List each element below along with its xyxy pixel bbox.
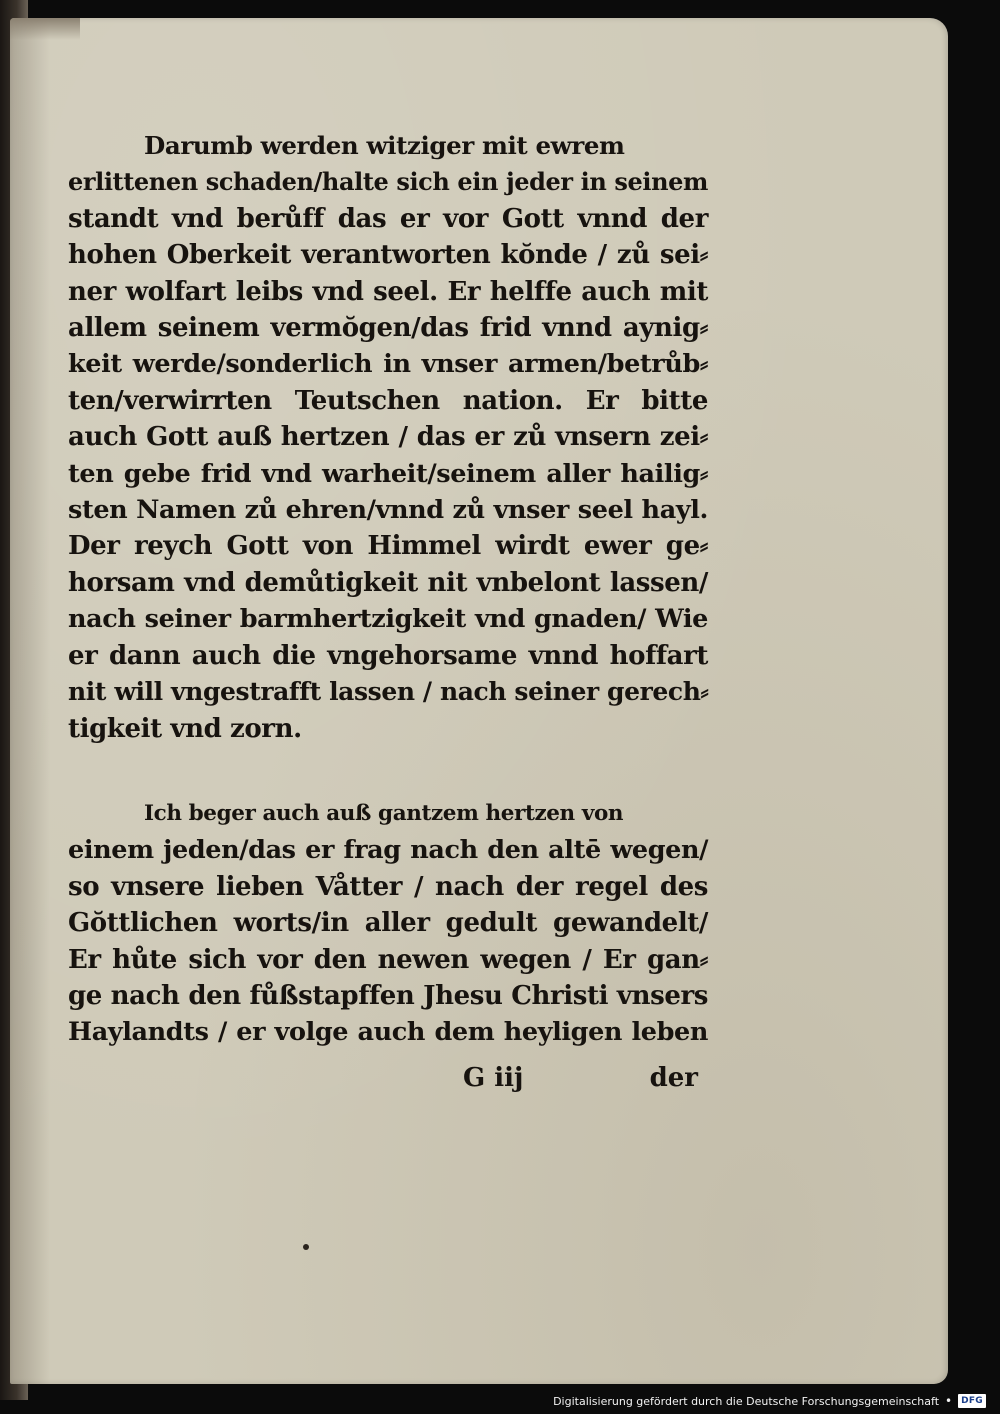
signature-mark: G iij [463, 1063, 524, 1093]
paragraph-2 [68, 796, 708, 1051]
text-line: keit werde/sonderlich in vnser armen/betrůb⸗ [68, 349, 708, 380]
text-line: horsam vnd demůtigkeit nit vnbelont lassen/ [68, 567, 708, 598]
text-line: nach seiner barmhertzigkeit vnd gnaden/ Wie [68, 604, 708, 635]
digitization-footer [553, 1392, 986, 1410]
text-line: sten Namen zů ehren/vnnd zů vnser seel hayl. [68, 495, 708, 526]
text-line: Der reych Gott von Himmel wirdt ewer ge⸗ [68, 531, 708, 562]
text-line: ten/verwirrten Teutschen nation. Er bitte [68, 385, 708, 416]
text-line: Er hůte sich vor den newen wegen / Er gan⸗ [68, 944, 708, 975]
text-line: erlittenen schaden/halte sich ein jeder in seinem [68, 167, 708, 197]
text-line: tigkeit vnd zorn. [68, 713, 302, 744]
ink-speck [303, 1244, 309, 1250]
text-line: Ich beger auch auß gantzem hertzen von [144, 801, 624, 826]
text-line: Haylandts / er volge auch dem heyligen leben [68, 1017, 708, 1048]
text-line: auch Gott auß hertzen / das er zů vnsern zei⸗ [68, 422, 708, 453]
text-line: allem seinem vermŏgen/das frid vnnd aynig⸗ [68, 313, 708, 344]
text-line: Darumb werden witziger mit ewrem [144, 131, 625, 160]
text-line: nit will vngestrafft lassen / nach seiner gerech⸗ [68, 677, 709, 707]
text-line: er dann auch die vngehorsame vnnd hoffart [68, 640, 708, 671]
catchword: der [649, 1063, 698, 1093]
paragraph-1 [68, 128, 708, 747]
separator-dot: • [945, 1394, 953, 1408]
page-corner-stain [10, 18, 80, 40]
text-line: ge nach den fůßstapffen Jhesu Christi vnsers [68, 981, 708, 1012]
text-line: ten gebe frid vnd warheit/seinem aller hailig⸗ [68, 458, 708, 489]
text-line: so vnsere lieben Våtter / nach der regel des [68, 871, 708, 902]
text-line: standt vnd berůff das er vor Gott vnnd der [68, 203, 708, 234]
text-line: hohen Oberkeit verantworten kŏnde / zů sei⸗ [68, 240, 708, 271]
text-line: einem jeden/das er frag nach den altē wegen/ [68, 835, 708, 866]
text-line: Gŏttlichen worts/in aller gedult gewandelt/ [68, 908, 708, 939]
funding-credit: Digitalisierung gefördert durch die Deutsche Forschungsgemeinschaft [553, 1394, 940, 1408]
dfg-logo-icon[interactable]: DFG [958, 1394, 986, 1408]
signature-line [68, 1063, 698, 1101]
text-line: ner wolfart leibs vnd seel. Er helffe auch mit [68, 276, 708, 307]
